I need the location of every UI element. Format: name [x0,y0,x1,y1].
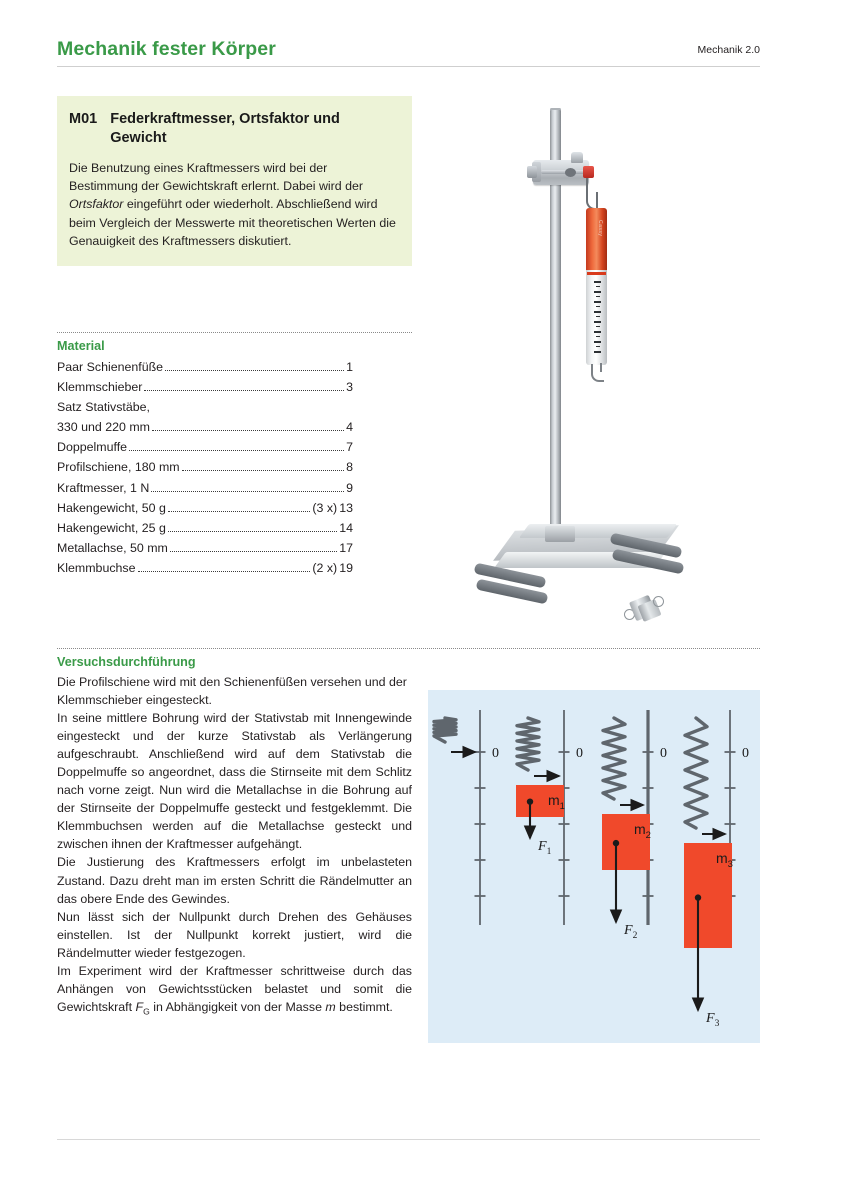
force-meter-tick [596,286,600,287]
mass-label: $m_2$ [634,821,651,841]
force-meter-tick [596,326,600,327]
force-meter-tick [594,341,601,343]
force-meter-tick [596,346,600,347]
intro-emphasis: Ortsfaktor [69,197,124,212]
weight-hook-ring [653,596,664,607]
material-leader-dots [152,430,344,431]
procedure-paragraph: In seine mittlere Bohrung wird der Stativstab mit Innengewinde eingesteckt und der kurze Stativstab als Verlängerung aufgeschraubt. Anschließend wird auf dem Stativstab die Doppelmuffe so angeordnet, dass die Stirnseite mit dem Schlitz nach vorne zeigt. Nun wird die Metallachse in die Bohrung auf der Stirnseite der Doppelmuffe gesteckt und festgeklemmt. Die Klemmbuchsen werden auf die Metallachse gesteckt und zwischen ihnen der Kraftmesser aufgehängt. [57,711,412,852]
material-item-number: 14 [339,520,353,535]
material-item-number: 1 [346,360,353,374]
edition-label: Mechanik 2.0 [697,44,760,56]
final-text-1: Im Experiment wird der Kraftmesser schrittweise durch das Anhängen von Gewichtsstücken belastet und somit die Gewichtskraft [57,963,412,1014]
procedure-paragraph: Die Justierung des Kraftmessers erfolgt im unbelasteten Zustand. Dazu dreht man im ersten Schritt die Rändelmutter an das obere Ende des Gewindes. [57,855,412,906]
material-item-label: Hakengewicht, 25 g [57,520,166,535]
intro-body [69,159,396,250]
material-item-number: 13 [339,500,353,515]
diagram-setup-3 [602,710,667,941]
zero-label: 0 [742,746,749,761]
spring-extension-diagram [428,690,760,1043]
force-meter-tick [596,336,600,337]
clamp-bore [565,168,576,177]
material-item-number: 4 [346,420,353,435]
page-header [57,38,760,72]
procedure-heading: Versuchsdurchführung [57,655,196,669]
procedure-paragraph-final [57,962,412,1018]
hook-weights [624,594,662,622]
final-text-2: in Abhängigkeit von der Masse [149,999,326,1014]
spring-coil [603,718,625,799]
force-meter-tick [596,306,600,307]
procedure-divider [57,648,760,649]
spring-coil [517,718,539,770]
left-column [57,96,412,266]
force-meter-tick [594,301,601,303]
photo-stage [428,100,760,645]
material-item-label: Kraftmesser, 1 N [57,480,150,495]
intro-text-1: Die Benutzung eines Kraftmessers wird bei der Bestimmung der Gewichtskraft erlernt. Dabei wird der [69,161,364,194]
material-row [57,457,353,477]
material-section [57,332,412,578]
material-item-label: Klemmbuchse [57,560,136,575]
material-leader-dots [168,511,311,512]
intro-heading [69,110,396,148]
material-heading: Material [57,339,105,353]
material-leader-dots [138,571,311,572]
material-leader-dots [129,450,344,451]
experiment-code: M01 [69,111,98,127]
intro-box [57,96,412,266]
material-item-multiplier: (3 x) [312,500,338,515]
material-item-label: Satz Stativstäbe, [57,400,150,415]
material-row [57,538,353,558]
material-item-label: 330 und 220 mm [57,420,150,435]
spring-coil [434,718,456,742]
material-leader-dots [182,470,345,471]
mass-symbol: m [325,999,336,1014]
material-item-number: 3 [346,380,353,395]
material-row [57,437,353,457]
material-leader-dots [144,390,344,391]
apparatus-photo [428,100,760,645]
material-leader-dots [168,531,337,532]
diagram-setup-1 [434,710,499,925]
clamp-knob-left [527,166,537,178]
material-item-label: Doppelmuffe [57,440,128,455]
force-meter-tick [594,321,601,323]
force-meter-brand-label: Cassy [597,220,603,237]
material-item-multiplier: (2 x) [312,560,338,575]
force-meter-tick [594,291,601,293]
material-item-number: 7 [346,440,353,455]
material-item-label: Paar Schienenfüße [57,360,164,374]
material-row [57,357,353,377]
force-subscript: G [143,1006,150,1017]
final-text-3: bestimmt. [335,999,393,1014]
procedure-paragraph: Nun lässt sich der Nullpunkt durch Drehen des Gehäuses einstellen. Ist der Nullpunkt korrekt justiert, wird die Rändelmutter wieder festgezogen. [57,909,412,960]
material-item-label: Hakengewicht, 50 g [57,500,166,515]
page-title: Mechanik fester Körper [57,38,276,60]
procedure-body [57,673,412,1018]
material-item-number: 9 [346,480,353,495]
material-divider [57,332,412,333]
diagram-canvas [428,690,760,1043]
diagram-setup-4 [684,710,749,1029]
clamp-slider [545,526,575,542]
force-meter-scale [594,281,602,353]
diagram-setup-2 [516,710,583,925]
clamp-bushing-right [583,166,594,178]
force-symbol: F [135,999,144,1014]
material-item-label: Klemmschieber [57,380,143,395]
material-item-label: Metallachse, 50 mm [57,540,168,555]
force-meter-pointer [587,272,606,275]
material-row [57,498,353,518]
zero-label: 0 [576,746,583,761]
material-row [57,377,353,397]
zero-label: 0 [492,746,499,761]
material-item-number: 19 [339,560,353,575]
material-item-number: 8 [346,460,353,475]
intro-text-2: eingeführt oder wiederholt. Abschließend wird beim Vergleich der Messwerte mit theoretischen Werten die Genauigkeit des Kraftmessers diskutiert. [69,197,396,248]
clamp-knob-top [571,152,583,163]
material-row [57,478,353,498]
material-row [57,417,353,437]
material-leader-dots [151,491,344,492]
force-meter-tick [596,296,600,297]
footer-divider [57,1139,760,1140]
suspension-hook [586,178,601,210]
force-meter-hook-stem [600,363,602,372]
force-meter-hook [591,364,604,382]
experiment-title: Federkraftmesser, Ortsfaktor und Gewicht [110,111,340,147]
spring-coil [685,718,707,828]
material-row [57,518,353,538]
material-item-label: Profilschiene, 180 mm [57,460,180,475]
material-row [57,558,353,578]
force-label: $F_1$ [538,839,552,857]
header-divider [57,66,760,67]
mass-label: $m_1$ [548,792,565,812]
force-meter-tick [594,351,601,353]
force-meter-tick [594,311,601,313]
force-meter-tick [594,331,601,333]
force-meter-tick [596,316,600,317]
material-list [57,357,412,578]
material-row [57,397,353,417]
force-label: $F_3$ [706,1011,720,1029]
force-meter-tick [594,281,601,283]
mass-label: $m_3$ [716,850,733,870]
force-label: $F_2$ [624,923,638,941]
material-item-number: 17 [339,540,353,555]
material-leader-dots [165,370,344,371]
profile-rail-back [519,524,677,538]
zero-label: 0 [660,746,667,761]
procedure-paragraph: Die Profilschiene wird mit den Schienenfüßen versehen und der Klemmschieber eingesteckt. [57,675,407,708]
material-leader-dots [170,551,337,552]
